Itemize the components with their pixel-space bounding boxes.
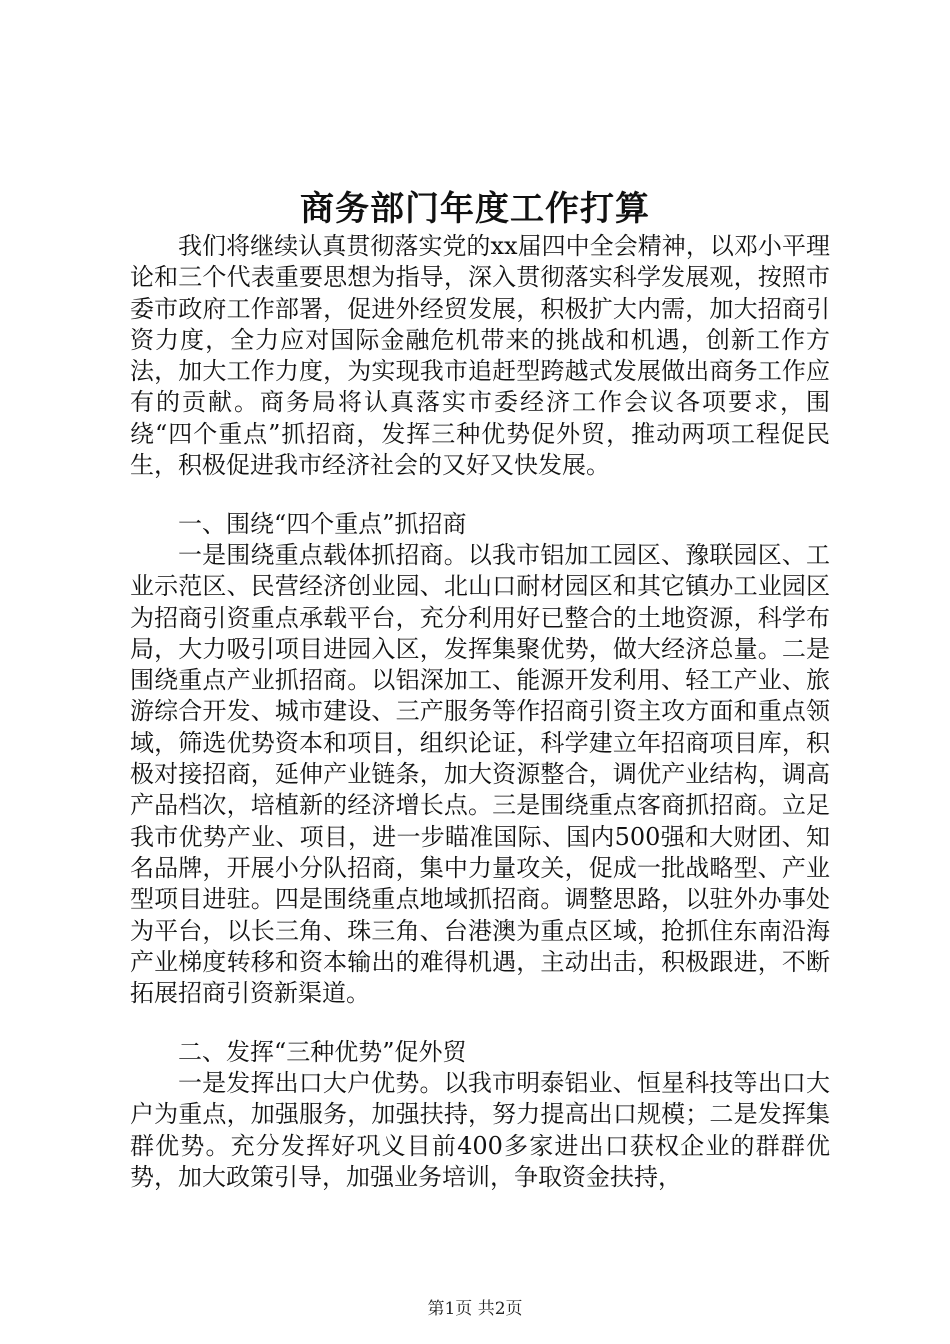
document-title: 商务部门年度工作打算 <box>300 189 650 229</box>
page-footer: 第1页 共2页 <box>427 1299 523 1319</box>
section-heading-2: 二、发挥“三种优势”促外贸 <box>178 1038 467 1066</box>
section-body-2: 一是发挥出口大户优势。以我市明泰铝业、恒星科技等出口大户为重点，加强服务，加强扶持，努力提高出口规模；二是发挥集群优势。充分发挥好巩义目前400多家进出口获权企业的群群优势，加大政策引导，加强业务培训，争取资金扶持， <box>130 1069 830 1191</box>
section-heading-1: 一、围绕“四个重点”抓招商 <box>178 510 467 538</box>
section-body-1: 一是围绕重点载体抓招商。以我市铝加工园区、豫联园区、工业示范区、民营经济创业园、北山口耐材园区和其它镇办工业园区为招商引资重点承载平台，充分利用好已整合的土地资源，科学布局，大力吸引项目进园入区，发挥集聚优势，做大经济总量。二是围绕重点产业抓招商。以铝深加工、能源开发利用、轻工产业、旅游综合开发、城市建设、三产服务等作招商引资主攻方面和重点领域，筛选优势资本和项目，组织论证，科学建立年招商项目库，积极对接招商，延伸产业链条，加大资源整合，调优产业结构，调高产品档次，培植新的经济增长点。三是围绕重点客商抓招商。立足我市优势产业、项目，进一步瞄准国际、国内500强和大财团、知名品牌，开展小分队招商，集中力量攻关，促成一批战略型、产业型项目进驻。四是围绕重点地域抓招商。调整思路，以驻外办事处为平台，以长三角、珠三角、台港澳为重点区域，抢抓住东南沿海产业梯度转移和资本输出的难得机遇，主动出击，积极跟进，不断拓展招商引资新渠道。 <box>130 541 830 1008</box>
intro-paragraph: 我们将继续认真贯彻落实党的xx届四中全会精神，以邓小平理论和三个代表重要思想为指导，深入贯彻落实科学发展观，按照市委市政府工作部署，促进外经贸发展，积极扩大内需，加大招商引资力度，全力应对国际金融危机带来的挑战和机遇，创新工作方法，加大工作力度，为实现我市追赶型跨越式发展做出商务工作应有的贡献。商务局将认真落实市委经济工作会议各项要求，围绕“四个重点”抓招商，发挥三种优势促外贸，推动两项工程促民生，积极促进我市经济社会的又好又快发展。 <box>130 232 830 480</box>
